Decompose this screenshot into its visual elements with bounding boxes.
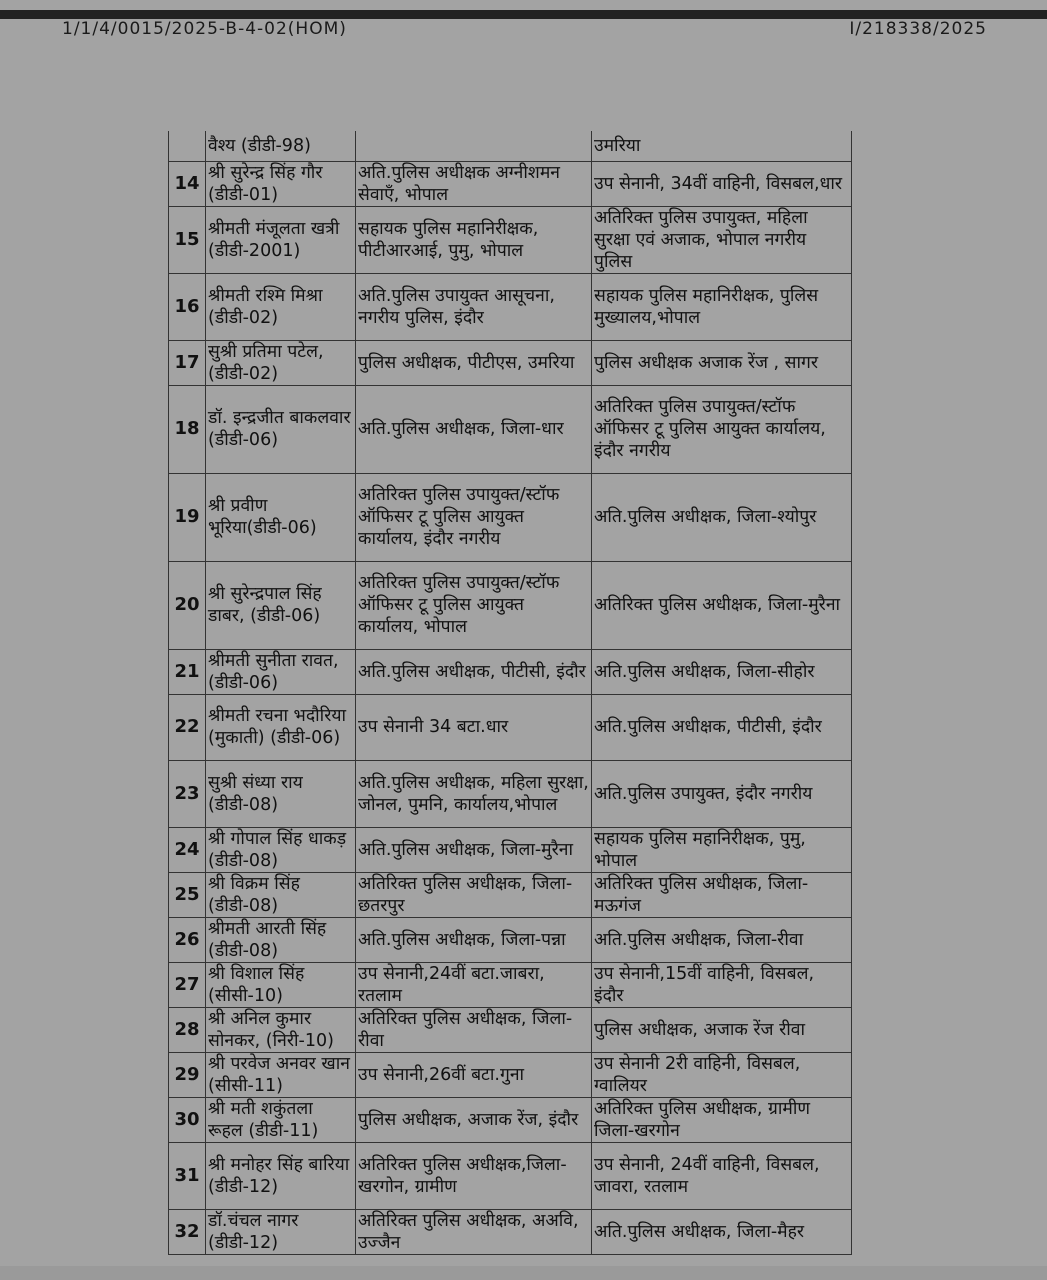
current-posting-cell: अति.पुलिस अधीक्षक, जिला-मुरैना — [356, 827, 592, 872]
table-row — [169, 962, 852, 1007]
officer-name-cell: डॉ.चंचल नागर (डीडी-12) — [206, 1209, 356, 1254]
current-posting-cell: पुलिस अधीक्षक, पीटीएस, उमरिया — [356, 340, 592, 385]
new-posting-cell: अति.पुलिस उपायुक्त, इंदौर नगरीय — [592, 760, 852, 827]
file-reference-number: 1/1/4/0015/2025-B-4-02(HOM) — [62, 19, 347, 39]
new-posting-cell: अति.पुलिस अधीक्षक, जिला-सीहोर — [592, 649, 852, 694]
current-posting-cell: अति.पुलिस अधीक्षक, पीटीसी, इंदौर — [356, 649, 592, 694]
current-posting-cell: अति.पुलिस अधीक्षक, जिला-पन्ना — [356, 917, 592, 962]
row-number-cell: 27 — [169, 962, 206, 1007]
table-row — [169, 827, 852, 872]
officer-name-cell: वैश्य (डीडी-98) — [206, 131, 356, 161]
officer-name-cell: श्री गोपाल सिंह धाकड़ (डीडी-08) — [206, 827, 356, 872]
new-posting-cell: अतिरिक्त पुलिस अधीक्षक, जिला-मुरैना — [592, 561, 852, 649]
row-number-cell: 23 — [169, 760, 206, 827]
new-posting-cell: अति.पुलिस अधीक्षक, जिला-श्योपुर — [592, 473, 852, 561]
row-number-cell: 29 — [169, 1052, 206, 1097]
officer-name-cell: सुश्री प्रतिमा पटेल, (डीडी-02) — [206, 340, 356, 385]
new-posting-cell: अतिरिक्त पुलिस अधीक्षक, ग्रामीण जिला-खरगोन — [592, 1097, 852, 1142]
officer-name-cell: डॉ. इन्द्रजीत बाकलवार (डीडी-06) — [206, 385, 356, 473]
table-row — [169, 649, 852, 694]
new-posting-cell: अति.पुलिस अधीक्षक, पीटीसी, इंदौर — [592, 694, 852, 760]
officer-name-cell: श्री परवेज अनवर खान (सीसी-11) — [206, 1052, 356, 1097]
table-row — [169, 760, 852, 827]
new-posting-cell: अतिरिक्त पुलिस अधीक्षक, जिला-मऊगंज — [592, 872, 852, 917]
table-row — [169, 872, 852, 917]
current-posting-cell: उप सेनानी 34 बटा.धार — [356, 694, 592, 760]
table-row-partial — [169, 131, 852, 161]
current-posting-cell: अति.पुलिस अधीक्षक अग्नीशमन सेवाएँ, भोपाल — [356, 161, 592, 206]
document-reference-number: I/218338/2025 — [849, 19, 987, 39]
table-row — [169, 273, 852, 340]
officer-name-cell: श्रीमती आरती सिंह (डीडी-08) — [206, 917, 356, 962]
new-posting-cell: उप सेनानी 2री वाहिनी, विसबल, ग्वालियर — [592, 1052, 852, 1097]
new-posting-cell: उप सेनानी, 24वीं वाहिनी, विसबल, जावरा, रतलाम — [592, 1142, 852, 1209]
table-row — [169, 340, 852, 385]
new-posting-cell: अति.पुलिस अधीक्षक, जिला-रीवा — [592, 917, 852, 962]
table-body — [169, 131, 852, 1254]
new-posting-cell: उप सेनानी,15वीं वाहिनी, विसबल, इंदौर — [592, 962, 852, 1007]
current-posting-cell: अतिरिक्त पुलिस अधीक्षक, अअवि, उज्जैन — [356, 1209, 592, 1254]
current-posting-cell: अतिरिक्त पुलिस अधीक्षक,जिला-खरगोन, ग्रामीण — [356, 1142, 592, 1209]
new-posting-cell: सहायक पुलिस महानिरीक्षक, पुलिस मुख्यालय,भोपाल — [592, 273, 852, 340]
officer-name-cell: श्री मनोहर सिंह बारिया (डीडी-12) — [206, 1142, 356, 1209]
officer-name-cell: श्री अनिल कुमार सोनकर, (निरी-10) — [206, 1007, 356, 1052]
officer-name-cell: श्रीमती रचना भदौरिया (मुकाती) (डीडी-06) — [206, 694, 356, 760]
table-row — [169, 1007, 852, 1052]
row-number-cell: 16 — [169, 273, 206, 340]
current-posting-cell: अतिरिक्त पुलिस अधीक्षक, जिला-रीवा — [356, 1007, 592, 1052]
new-posting-cell: अतिरिक्त पुलिस उपायुक्त, महिला सुरक्षा एवं अजाक, भोपाल नगरीय पुलिस — [592, 206, 852, 273]
officer-name-cell: श्री मती शकुंतला रूहल (डीडी-11) — [206, 1097, 356, 1142]
current-posting-cell: अतिरिक्त पुलिस अधीक्षक, जिला-छतरपुर — [356, 872, 592, 917]
officer-name-cell: श्री सुरेन्द्रपाल सिंह डाबर, (डीडी-06) — [206, 561, 356, 649]
row-number-cell: 30 — [169, 1097, 206, 1142]
table-row — [169, 1097, 852, 1142]
row-number-cell: 15 — [169, 206, 206, 273]
table-row — [169, 473, 852, 561]
transfer-order-table — [168, 131, 852, 1255]
current-posting-cell: अति.पुलिस अधीक्षक, जिला-धार — [356, 385, 592, 473]
top-border-bar — [0, 10, 1047, 19]
row-number-cell: 28 — [169, 1007, 206, 1052]
new-posting-cell: अतिरिक्त पुलिस उपायुक्त/स्टॉफ ऑफिसर टू पुलिस आयुक्त कार्यालय, इंदौर नगरीय — [592, 385, 852, 473]
table-row — [169, 917, 852, 962]
row-number-cell: 20 — [169, 561, 206, 649]
new-posting-cell: अति.पुलिस अधीक्षक, जिला-मैहर — [592, 1209, 852, 1254]
row-number-cell: 18 — [169, 385, 206, 473]
current-posting-cell: पुलिस अधीक्षक, अजाक रेंज, इंदौर — [356, 1097, 592, 1142]
table-row — [169, 1209, 852, 1254]
officer-name-cell: श्री विशाल सिंह (सीसी-10) — [206, 962, 356, 1007]
officer-name-cell: श्री प्रवीण भूरिया(डीडी-06) — [206, 473, 356, 561]
new-posting-cell: सहायक पुलिस महानिरीक्षक, पुमु, भोपाल — [592, 827, 852, 872]
current-posting-cell: अतिरिक्त पुलिस उपायुक्त/स्टॉफ ऑफिसर टू पुलिस आयुक्त कार्यालय, भोपाल — [356, 561, 592, 649]
row-number-cell: 25 — [169, 872, 206, 917]
current-posting-cell: अति.पुलिस अधीक्षक, महिला सुरक्षा, जोनल, पुमनि, कार्यालय,भोपाल — [356, 760, 592, 827]
row-number-cell: 26 — [169, 917, 206, 962]
row-number-cell: 19 — [169, 473, 206, 561]
row-number-cell: 32 — [169, 1209, 206, 1254]
table-row — [169, 694, 852, 760]
new-posting-cell: पुलिस अधीक्षक, अजाक रेंज रीवा — [592, 1007, 852, 1052]
row-number-cell — [169, 131, 206, 161]
new-posting-cell: पुलिस अधीक्षक अजाक रेंज , सागर — [592, 340, 852, 385]
table-row — [169, 1142, 852, 1209]
current-posting-cell: सहायक पुलिस महानिरीक्षक, पीटीआरआई, पुमु, भोपाल — [356, 206, 592, 273]
row-number-cell: 14 — [169, 161, 206, 206]
new-posting-cell: उप सेनानी, 34वीं वाहिनी, विसबल,धार — [592, 161, 852, 206]
row-number-cell: 24 — [169, 827, 206, 872]
current-posting-cell — [356, 131, 592, 161]
officer-name-cell: श्रीमती रश्मि मिश्रा (डीडी-02) — [206, 273, 356, 340]
officer-name-cell: श्री विक्रम सिंह (डीडी-08) — [206, 872, 356, 917]
bottom-edge — [0, 1266, 1047, 1280]
new-posting-cell: उमरिया — [592, 131, 852, 161]
row-number-cell: 31 — [169, 1142, 206, 1209]
current-posting-cell: अति.पुलिस उपायुक्त आसूचना, नगरीय पुलिस, इंदौर — [356, 273, 592, 340]
row-number-cell: 21 — [169, 649, 206, 694]
table-row — [169, 1052, 852, 1097]
table-row — [169, 161, 852, 206]
table-row — [169, 561, 852, 649]
current-posting-cell: अतिरिक्त पुलिस उपायुक्त/स्टॉफ ऑफिसर टू पुलिस आयुक्त कार्यालय, इंदौर नगरीय — [356, 473, 592, 561]
officer-name-cell: श्रीमती मंजूलता खत्री (डीडी-2001) — [206, 206, 356, 273]
row-number-cell: 17 — [169, 340, 206, 385]
officer-name-cell: सुश्री संध्या राय (डीडी-08) — [206, 760, 356, 827]
table-row — [169, 206, 852, 273]
table-row — [169, 385, 852, 473]
row-number-cell: 22 — [169, 694, 206, 760]
current-posting-cell: उप सेनानी,24वीं बटा.जाबरा, रतलाम — [356, 962, 592, 1007]
officer-name-cell: श्री सुरेन्द्र सिंह गौर (डीडी-01) — [206, 161, 356, 206]
officer-name-cell: श्रीमती सुनीता रावत, (डीडी-06) — [206, 649, 356, 694]
current-posting-cell: उप सेनानी,26वीं बटा.गुना — [356, 1052, 592, 1097]
